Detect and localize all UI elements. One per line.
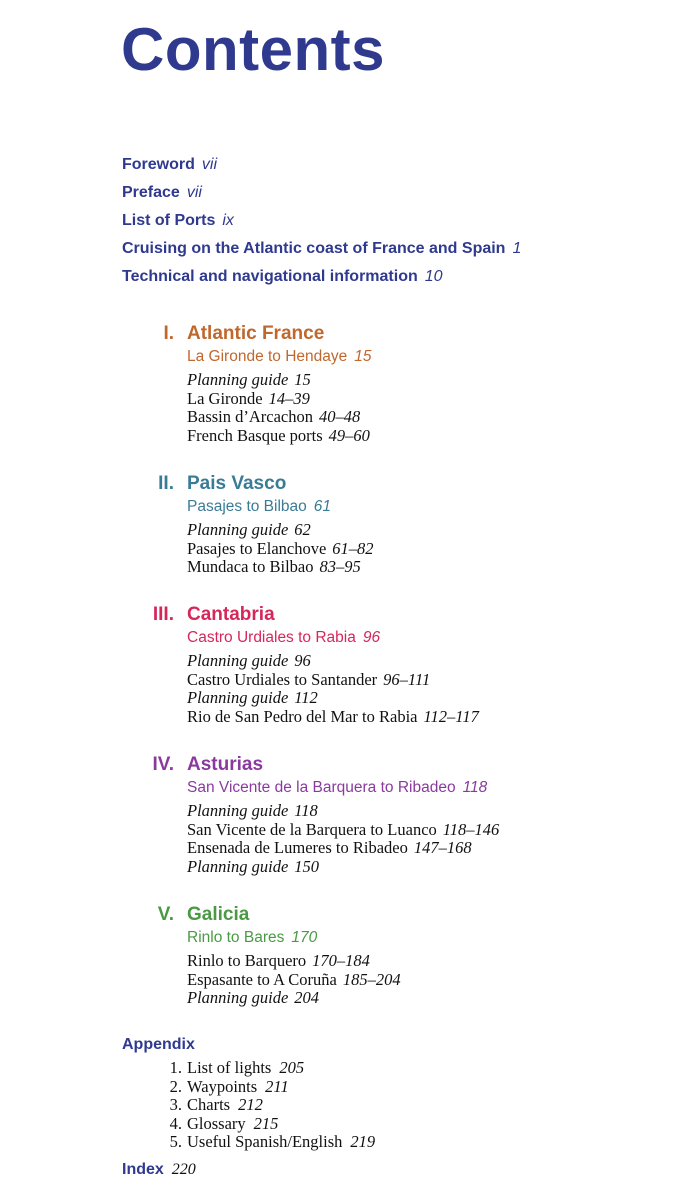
- subtitle-page: 61: [313, 498, 332, 515]
- subtitle-page: 96: [362, 629, 381, 646]
- appendix-item[interactable]: 5. Useful Spanish/English 219: [169, 1132, 376, 1151]
- toc-entry[interactable]: Rinlo to Barquero 170–184: [187, 951, 370, 970]
- part-subtitle[interactable]: [187, 778, 487, 798]
- index-label: Index: [122, 1161, 164, 1178]
- toc-label: Technical and navigational information: [122, 268, 418, 285]
- toc-entry[interactable]: Espasante to A Coruña 185–204: [187, 969, 401, 989]
- part-subtitle[interactable]: [187, 347, 372, 367]
- appendix-item[interactable]: 2. Waypoints 211: [169, 1076, 289, 1096]
- part-entries: [187, 952, 401, 1008]
- part-numeral: IV.: [152, 754, 174, 775]
- toc-entry[interactable]: Rio de San Pedro del Mar to Rabia 112–117: [187, 706, 479, 726]
- part-numeral: III.: [152, 604, 174, 625]
- toc-entry[interactable]: Mundaca to Bilbao 83–95: [187, 557, 361, 576]
- toc-entry[interactable]: French Basque ports 49–60: [187, 425, 370, 445]
- part-numeral: V.: [157, 904, 174, 925]
- subtitle-label: San Vicente de la Barquera to Ribadeo: [187, 779, 456, 796]
- index-link[interactable]: [122, 1160, 196, 1180]
- appendix-item[interactable]: 1. List of lights 205: [169, 1058, 305, 1077]
- toc-entry[interactable]: Planning guide 150: [187, 856, 320, 876]
- appendix-heading[interactable]: Appendix: [122, 1036, 195, 1053]
- toc-link-list-of-ports[interactable]: [122, 208, 521, 236]
- part-title-atlantic-france[interactable]: Atlantic France: [187, 323, 325, 344]
- subtitle-label: Rinlo to Bares: [187, 929, 285, 946]
- subtitle-label: La Gironde to Hendaye: [187, 348, 348, 365]
- toc-page: vii: [201, 156, 217, 173]
- toc-link-foreword[interactable]: [122, 152, 521, 180]
- toc-label: Preface: [122, 184, 180, 201]
- subtitle-label: Pasajes to Bilbao: [187, 498, 307, 515]
- toc-page: 1: [512, 240, 522, 257]
- toc-page: vii: [186, 184, 202, 201]
- toc-entry[interactable]: Planning guide 204: [187, 988, 320, 1007]
- part-subtitle[interactable]: [187, 628, 380, 648]
- toc-page: ix: [222, 212, 234, 229]
- part-title-asturias[interactable]: Asturias: [187, 754, 264, 775]
- toc-entry[interactable]: Planning guide 112: [187, 688, 318, 707]
- toc-entry[interactable]: Planning guide 62: [187, 520, 311, 539]
- appendix-item[interactable]: 3. Charts 212: [169, 1095, 263, 1114]
- toc-entry[interactable]: Planning guide 96: [187, 651, 311, 670]
- toc-link-cruising[interactable]: [122, 236, 521, 264]
- toc-link-technical[interactable]: [122, 264, 521, 292]
- toc-entry[interactable]: Ensenada de Lumeres to Ribadeo 147–168: [187, 838, 472, 857]
- subtitle-label: Castro Urdiales to Rabia: [187, 629, 356, 646]
- toc-link-preface[interactable]: [122, 180, 521, 208]
- front-matter-list: [122, 152, 521, 292]
- appendix-list: [160, 1059, 375, 1152]
- toc-entry[interactable]: Planning guide 15: [187, 370, 311, 389]
- toc-entry[interactable]: San Vicente de la Barquera to Luanco 118–146: [187, 819, 500, 839]
- toc-entry[interactable]: Planning guide 118: [187, 801, 318, 820]
- appendix-item[interactable]: 4. Glossary 215: [169, 1113, 279, 1133]
- part-entries: [187, 802, 499, 876]
- subtitle-page: 15: [354, 348, 372, 365]
- toc-entry[interactable]: Castro Urdiales to Santander 96–111: [187, 669, 431, 689]
- part-entries: [187, 521, 374, 577]
- toc-page: 10: [424, 268, 443, 285]
- part-entries: [187, 371, 370, 445]
- toc-entry[interactable]: Pasajes to Elanchove 61–82: [187, 538, 374, 558]
- part-numeral: II.: [158, 473, 174, 494]
- toc-label: Cruising on the Atlantic coast of France and Spain: [122, 240, 506, 257]
- part-title-cantabria[interactable]: Cantabria: [187, 604, 275, 625]
- page-title: Contents: [121, 16, 385, 83]
- part-subtitle[interactable]: [187, 928, 317, 948]
- index-page: 220: [171, 1161, 196, 1178]
- part-entries: [187, 652, 479, 726]
- subtitle-page: 118: [462, 779, 488, 796]
- toc-entry[interactable]: La Gironde 14–39: [187, 388, 310, 408]
- part-title-galicia[interactable]: Galicia: [187, 904, 250, 925]
- part-subtitle[interactable]: [187, 497, 331, 517]
- subtitle-page: 170: [291, 929, 318, 946]
- toc-entry[interactable]: Bassin d’Arcachon 40–48: [187, 407, 361, 426]
- part-numeral: I.: [163, 323, 174, 344]
- part-title-pais-vasco[interactable]: Pais Vasco: [187, 473, 287, 494]
- toc-label: Foreword: [122, 156, 195, 173]
- toc-label: List of Ports: [122, 212, 216, 229]
